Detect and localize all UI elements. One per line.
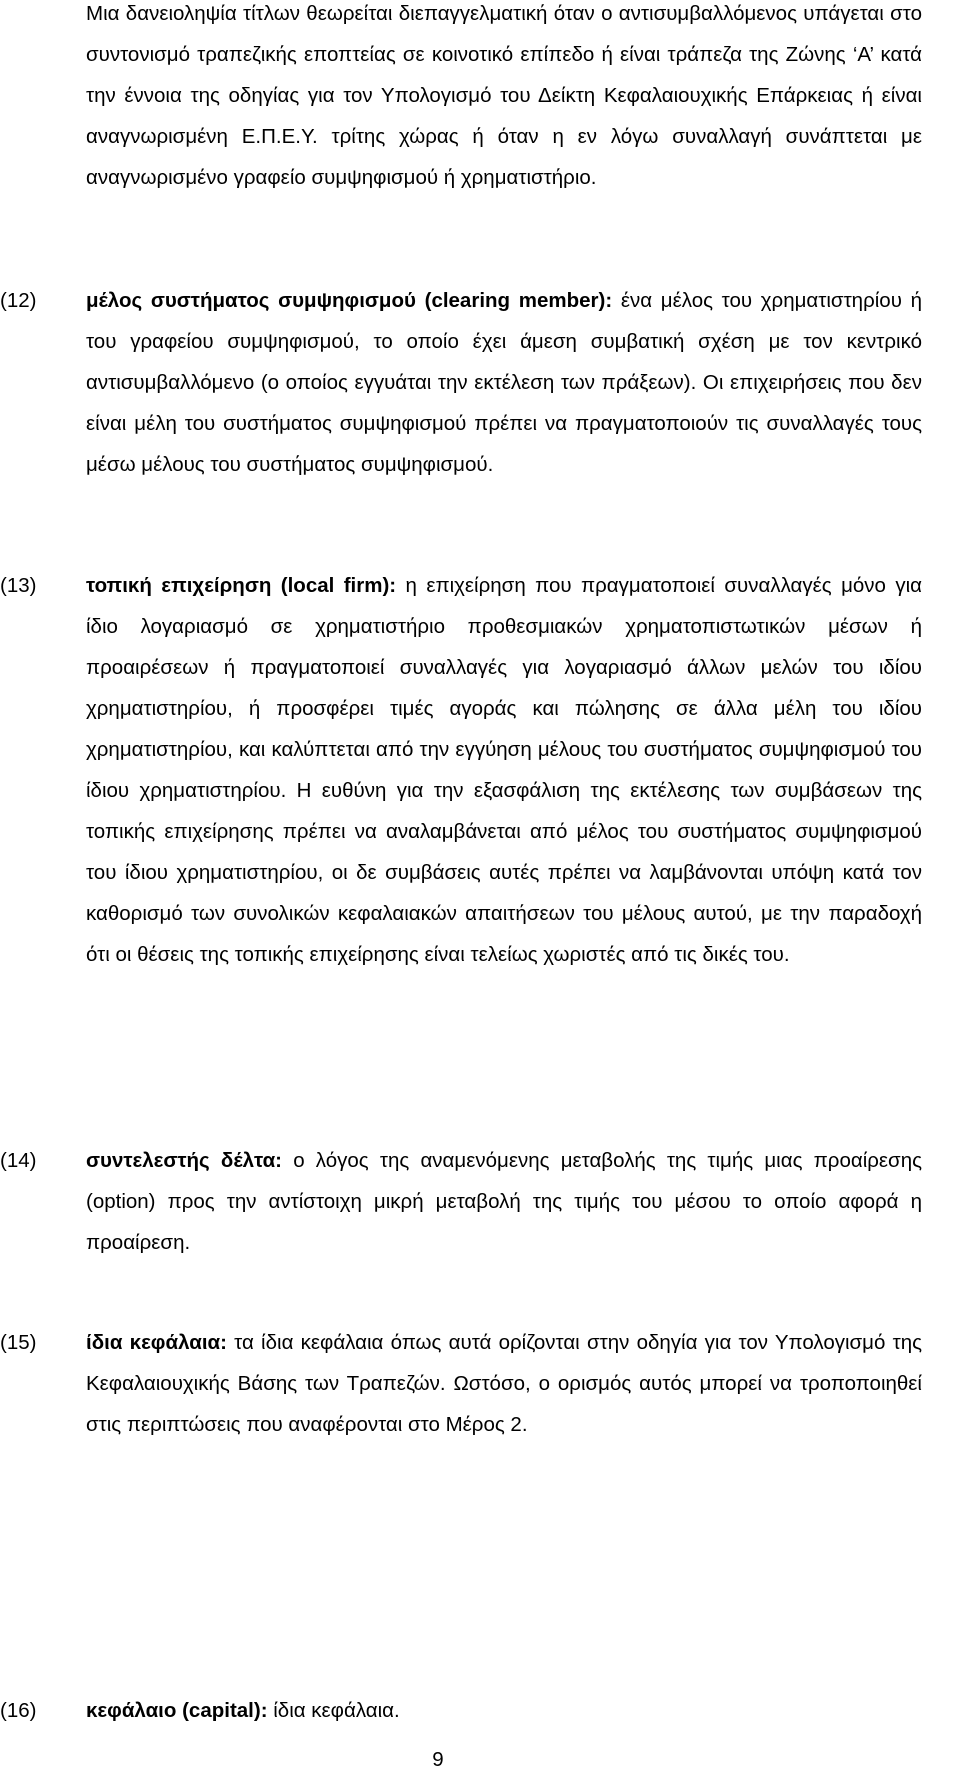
definition-body-12: ένα μέλος του χρηματιστηρίου ή του γραφείου συμψηφισμού, το οποίο έχει άμεση συμβατική σχέση με τον κεντρικό αντισυμβαλλόμενο (ο οποίος εγγυάται την εκτέλεση των πράξεων). Οι επιχειρήσεις που δεν είναι μέλη του συστήματος συμψηφισμού πρέπει να πραγματοποιούν τις συναλλαγές τους μέσω μέλους του συστήματος συμψηφισμού. (86, 289, 922, 476)
definition-number-16: (16) (0, 1699, 37, 1722)
definition-number-12: (12) (0, 289, 37, 312)
definition-body-13: η επιχείρηση που πραγματοποιεί συναλλαγές μόνο για ίδιο λογαριασμό σε χρηματιστήριο προθεσμιακών χρηματοπιστωτικών μέσων ή προαιρέσεων ή πραγματοποιεί συναλλαγές για λογαριασμό άλλων μελών του ιδίου χρηματιστηρίου, ή προσφέρει τιμές αγοράς και πώλησης σε άλλα μέλη του ιδίου χρηματιστηρίου, και καλύπτεται από την εγγύηση μέλους του συστήματος συμψηφισμού του ίδιου χρηματιστηρίου. Η ευθύνη για την εξασφάλιση της εκτέλεσης των συμβάσεων της τοπικής επιχείρησης πρέπει να αναλαμβάνεται από μέλος του συστήματος συμψηφισμού του ίδιου χρηματιστηρίου, οι δε συμβάσεις αυτές πρέπει να λαμβάνονται υπόψη κατά τον καθορισμό των συνολικών κεφαλαιακών απαιτήσεων του μέλους αυτού, με την παραδοχή ότι οι θέσεις της τοπικής επιχείρησης είναι τελείως χωριστές από τις δικές του. (86, 574, 922, 966)
definition-body-14: ο λόγος της αναμενόμενης μεταβολής της τιμής μιας προαίρεσης (option) προς την αντίστοιχη μικρή μεταβολή της τιμής του μέσου το οποίο αφορά η προαίρεση. (86, 1149, 922, 1254)
definition-13 (86, 565, 922, 975)
definition-body-15: τα ίδια κεφάλαια όπως αυτά ορίζονται στην οδηγία για τον Υπολογισμό της Κεφαλαιουχικής Βάσης των Τραπεζών. Ωστόσο, ο ορισμός αυτός μπορεί να τροποποιηθεί στις περιπτώσεις που αναφέρονται στο Μέρος 2. (86, 1331, 922, 1436)
definition-number-15: (15) (0, 1331, 37, 1354)
definition-14 (86, 1140, 922, 1263)
definition-term-14: συντελεστής δέλτα: (86, 1149, 283, 1172)
definition-body-16: ίδια κεφάλαια. (267, 1699, 400, 1722)
definition-12 (86, 280, 922, 485)
definition-16 (86, 1690, 922, 1731)
definition-number-13: (13) (0, 574, 37, 597)
definition-number-14: (14) (0, 1149, 37, 1172)
definition-15 (86, 1322, 922, 1445)
page-number: 9 (432, 1748, 444, 1771)
intro-paragraph (86, 0, 922, 198)
intro-text: Μια δανειοληψία τίτλων θεωρείται διεπαγγελματική όταν ο αντισυμβαλλόμενος υπάγεται στο συντονισμό τραπεζικής εποπτείας σε κοινοτικό επίπεδο ή είναι τράπεζα της Ζώνης ‘Α’ κατά την έννοια της οδηγίας για τον Υπολογισμό του Δείκτη Κεφαλαιουχικής Επάρκειας ή είναι αναγνωρισμένη Ε.Π.Ε.Υ. τρίτης χώρας ή όταν η εν λόγω συναλλαγή συνάπτεται με αναγνωρισμένο γραφείο συμψηφισμού ή χρηματιστήριο. (86, 2, 922, 189)
definition-term-13: τοπική επιχείρηση (local firm): (86, 574, 397, 597)
definition-term-12: μέλος συστήματος συμψηφισμού (clearing member): (86, 289, 613, 312)
definition-term-15: ίδια κεφάλαια: (86, 1331, 227, 1354)
definition-term-16: κεφάλαιο (capital): (86, 1699, 268, 1722)
